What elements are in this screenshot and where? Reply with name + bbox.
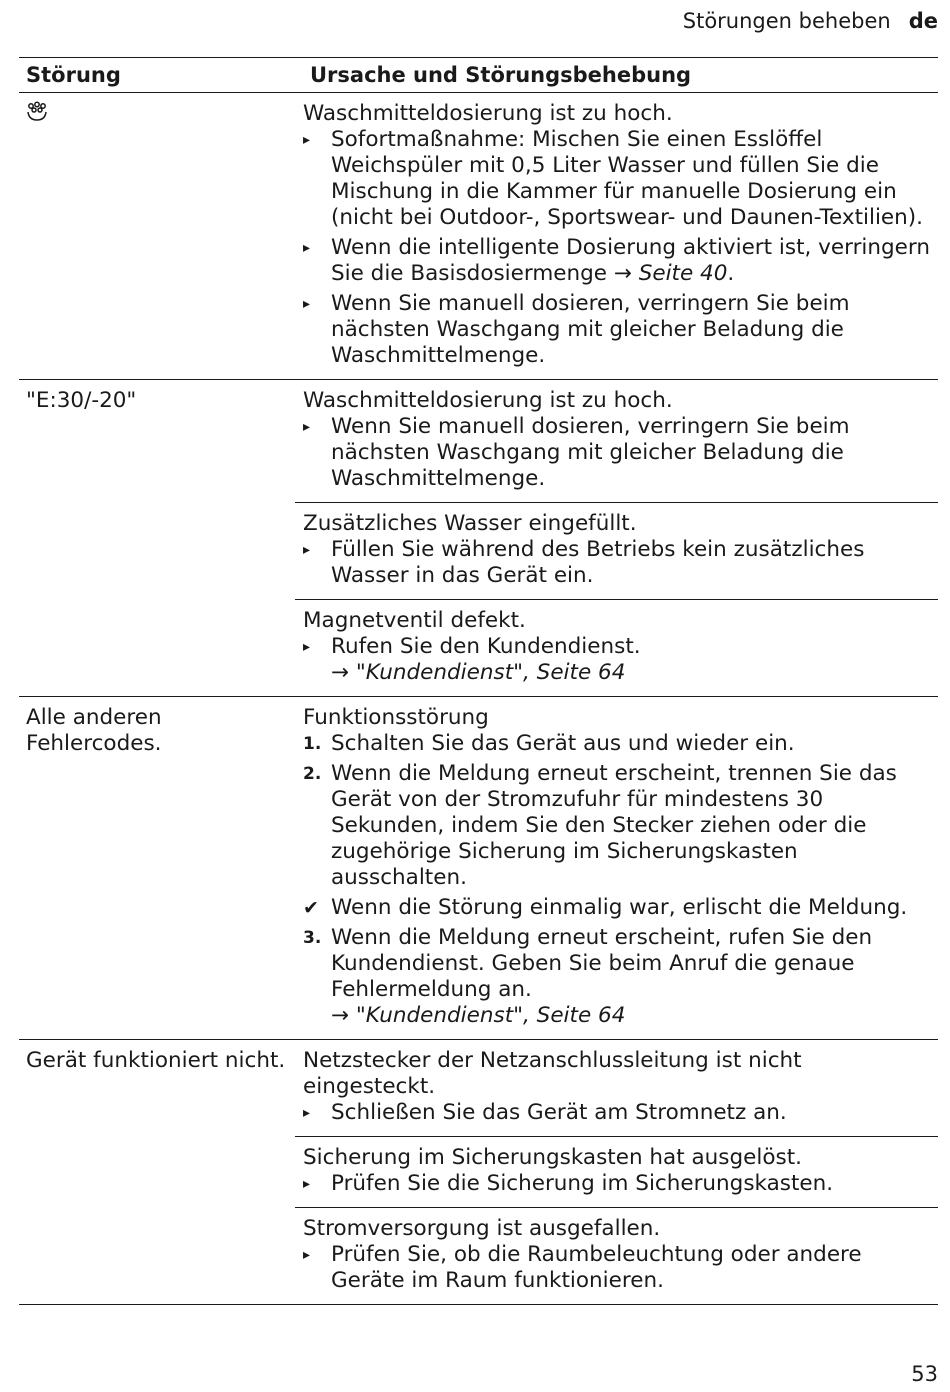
check-icon: ✔ [303,897,319,919]
remedy-text-wrap [331,235,930,287]
step-number: 1. [303,734,322,754]
bullet-arrow-icon: ▸ [303,419,311,435]
cause-block [295,599,938,696]
section-title: Störungen beheben [682,9,891,33]
cause-text: Waschmitteldosierung ist zu hoch. [303,101,673,126]
page-reference-link[interactable]: Seite 40 [638,261,728,286]
cause-text: Waschmitteldosierung ist zu hoch. [303,388,673,413]
table-row [19,697,938,1040]
remedy-text: Wenn Sie manuell dosieren, verringern Sie beim nächsten Waschgang mit gleicher Beladung die Waschmittelmenge. [331,291,850,368]
remedy-text-wrap [331,895,930,921]
fault-cell [19,697,295,1039]
remedy-item [303,895,930,921]
page-number: 53 [911,1362,938,1386]
page-reference-link[interactable]: → "Kundendienst", Seite 64 [331,1003,626,1028]
cause-text: Stromversorgung ist ausgefallen. [303,1216,661,1241]
cause-text: Funktionsstörung [303,705,489,730]
cause-block [295,1207,938,1304]
remedy-text-wrap [331,761,930,891]
bullet-arrow-icon: ▸ [303,639,311,655]
page-header [683,8,938,34]
remedy-item [303,925,930,1029]
cause-block [295,697,938,1039]
column-header-fault: Störung [26,63,121,87]
remedy-text: Schließen Sie das Gerät am Stromnetz an. [331,1100,787,1125]
step-number: 3. [303,928,322,948]
step-number: 2. [303,764,322,784]
table-row [19,93,938,380]
cause-text: Sicherung im Sicherungskasten hat ausgelöst. [303,1145,802,1170]
bullet-arrow-icon: ▸ [303,542,311,558]
fault-text: Gerät funktioniert nicht. [26,1048,286,1073]
remedy-item [303,235,930,287]
bullet-arrow-icon: ▸ [303,296,311,312]
table-row [19,380,938,697]
cause-block [295,380,938,502]
cause-text: Magnetventil defekt. [303,608,526,633]
remedy-text: Füllen Sie während des Betriebs kein zusätzliches Wasser in das Gerät ein. [331,537,865,588]
language-code: de [908,9,938,33]
cause-cell [295,1040,938,1304]
fault-cell [19,380,295,696]
remedy-text-wrap [331,537,930,589]
remedy-item [303,537,930,589]
remedy-text: Schalten Sie das Gerät aus und wieder ein. [331,731,795,756]
cause-block [295,1136,938,1207]
cause-cell [295,93,938,379]
bullet-arrow-icon: ▸ [303,1105,311,1121]
bullet-arrow-icon: ▸ [303,1247,311,1263]
remedy-text: Prüfen Sie, ob die Raumbeleuchtung oder andere Geräte im Raum funktionieren. [331,1242,862,1293]
cause-block [295,1040,938,1136]
remedy-text-wrap [331,1171,930,1197]
remedy-text: Wenn Sie manuell dosieren, verringern Sie beim nächsten Waschgang mit gleicher Beladung die Waschmittelmenge. [331,414,850,491]
remedy-text-wrap [331,1242,930,1294]
remedy-text: Wenn die Meldung erneut erscheint, trennen Sie das Gerät von der Stromzufuhr für mindestens 30 Sekunden, indem Sie den Stecker ziehen oder die zugehörige Sicherung im Sicherungskasten ausschalten. [331,761,897,890]
column-header-cause: Ursache und Störungsbehebung [310,63,692,87]
remedy-item [303,731,930,757]
remedy-text: Rufen Sie den Kundendienst. [331,634,641,659]
cause-block [295,502,938,599]
page-reference-link[interactable]: → "Kundendienst", Seite 64 [331,660,626,685]
remedy-item [303,1100,930,1126]
remedy-text: Wenn die Meldung erneut erscheint, rufen Sie den Kundendienst. Geben Sie beim Anruf die genaue Fehlermeldung an. [331,925,873,1002]
remedy-item [303,414,930,492]
fault-text: "E:30/-20" [26,388,137,413]
fault-cell [19,93,295,379]
remedy-item [303,634,930,686]
remedy-text-wrap [331,291,930,369]
cause-cell [295,697,938,1039]
fault-cell [19,1040,295,1304]
bullet-arrow-icon: ▸ [303,240,311,256]
remedy-text-wrap [331,634,930,686]
remedy-item [303,127,930,231]
remedy-text-wrap [331,731,930,757]
remedy-text: Wenn die Störung einmalig war, erlischt die Meldung. [331,895,908,920]
remedy-item [303,291,930,369]
remedy-text-wrap [331,127,930,231]
remedy-item [303,1242,930,1294]
foam-overdose-icon [26,104,48,129]
table-header [19,58,938,93]
remedy-text-wrap [331,1100,930,1126]
cause-text: Netzstecker der Netzanschlussleitung ist nicht eingesteckt. [303,1048,802,1099]
remedy-item [303,761,930,891]
cause-block [295,93,938,379]
remedy-suffix: . [727,261,735,286]
bullet-arrow-icon: ▸ [303,132,311,148]
remedy-item [303,1171,930,1197]
cause-text: Zusätzliches Wasser eingefüllt. [303,511,637,536]
table-row [19,1040,938,1305]
fault-text: Alle anderen Fehlercodes. [26,705,162,756]
remedy-text: Wenn die intelligente Dosierung aktiviert ist, verringern Sie die Basisdosiermenge → [331,235,930,286]
troubleshooting-table [19,57,938,1305]
cause-cell [295,380,938,696]
remedy-text: Prüfen Sie die Sicherung im Sicherungskasten. [331,1171,834,1196]
remedy-text-wrap [331,414,930,492]
bullet-arrow-icon: ▸ [303,1176,311,1192]
remedy-text-wrap [331,925,930,1029]
remedy-text: Sofortmaßnahme: Mischen Sie einen Esslöffel Weichspüler mit 0,5 Liter Wasser und füllen Sie die Mischung in die Kammer für manuelle Dosierung ein (nicht bei Outdoor-, Sportswear- und Daunen-Textilien). [331,127,924,230]
